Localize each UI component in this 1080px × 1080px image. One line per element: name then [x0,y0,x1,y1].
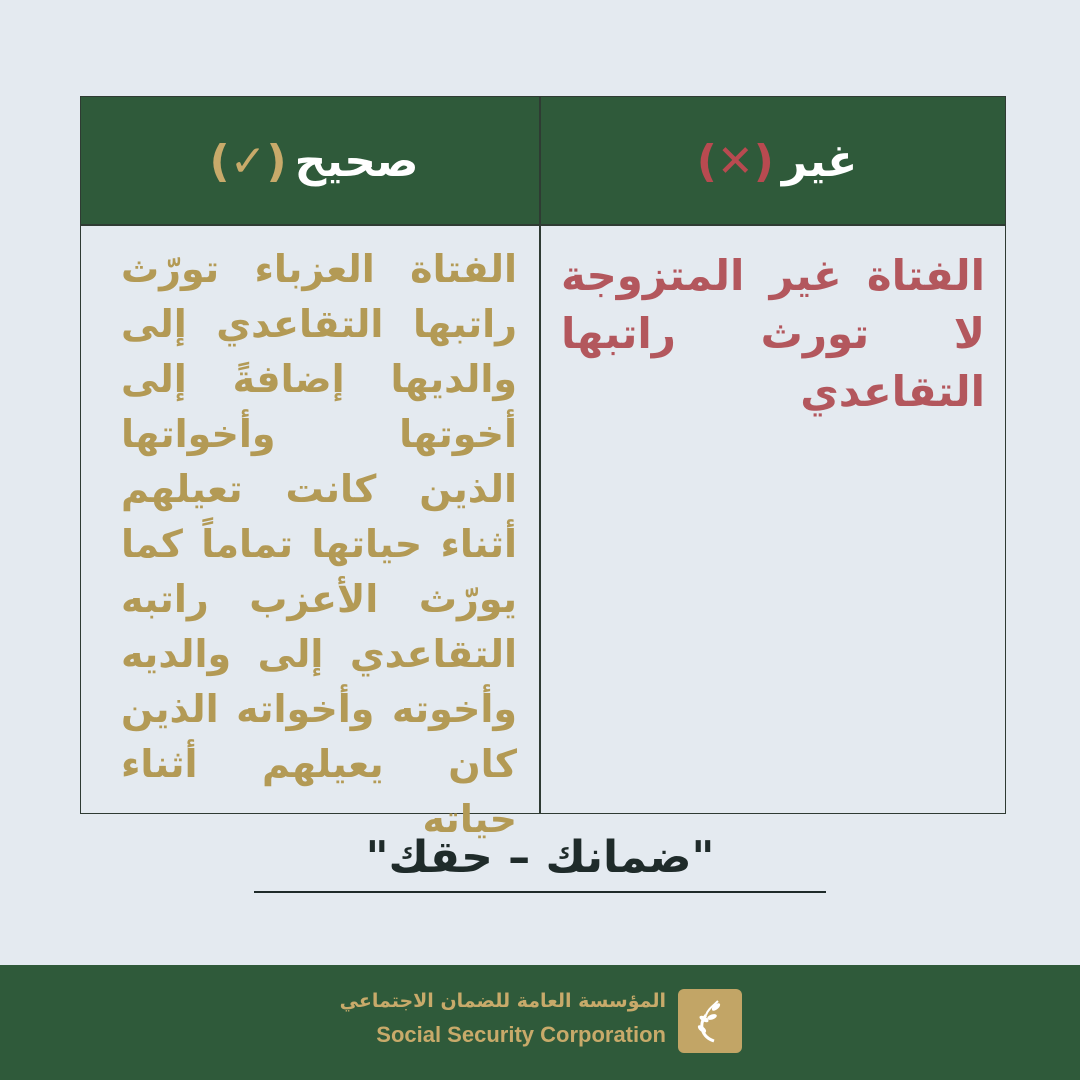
x-mark-icon: (✕) [696,135,774,187]
org-name-arabic: المؤسسة العامة للضمان الاجتماعي [339,990,666,1012]
slogan: "ضمانك – حقك" [365,832,715,883]
check-mark-icon: (✓) [209,135,287,187]
wrong-header [541,97,1005,225]
comparison-table [80,96,1006,841]
slogan-underline [254,891,826,893]
org-name-english: Social Security Corporation [376,1022,666,1047]
wrong-header-label: غير [781,135,858,187]
correct-header-label: صحيح [294,135,419,187]
correct-header [81,97,539,225]
wrong-statement: الفتاة غير المتزوجة لا تورث راتبها التقاعدي [561,251,985,416]
correct-statement: الفتاة العزباء تورّث راتبها التقاعدي إلى والديها إضافةً إلى أخوتها وأخواتها الذين كانت تعيلهم أثناء حياتها تماماً كما يورّث الأعزب راتبه التقاعدي إلى والديه وأخوته وأخواته الذين كان يعيلهم أثناء حياته [121,247,517,841]
olive-branch-icon [678,989,742,1053]
